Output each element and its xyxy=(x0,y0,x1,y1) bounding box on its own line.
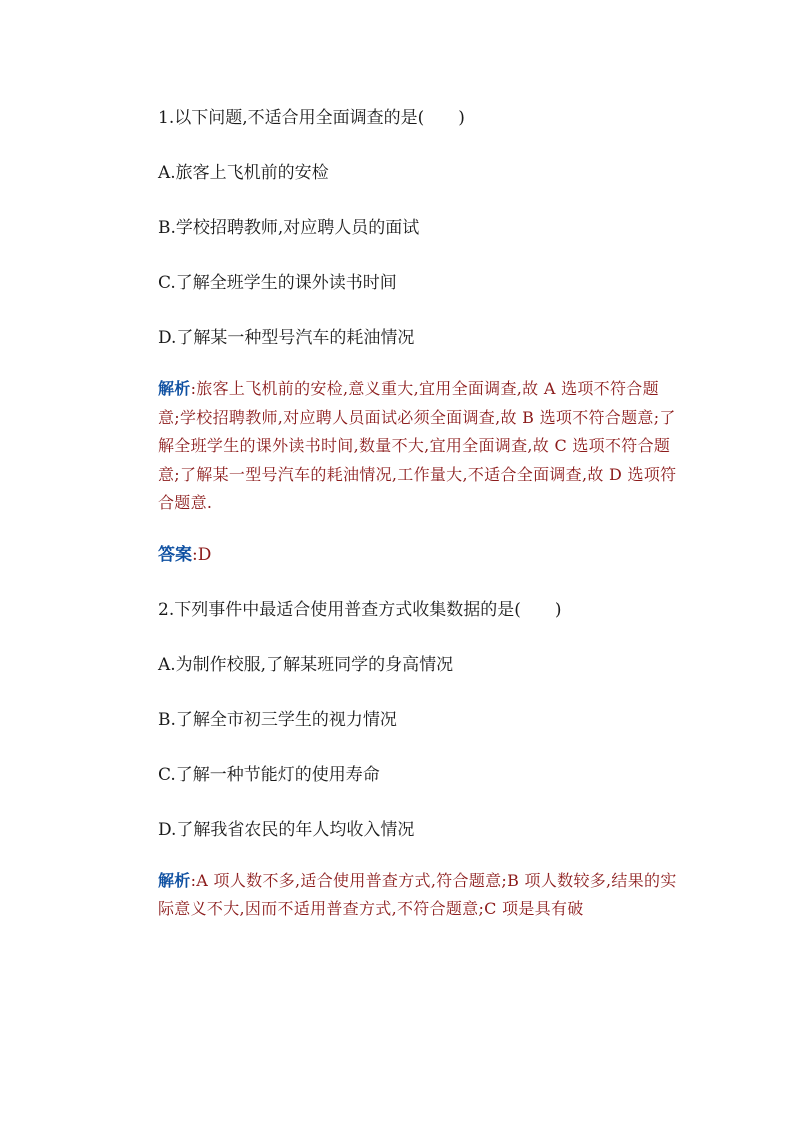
question-2-analysis xyxy=(158,867,678,924)
question-2-option-d: D.了解我省农民的年人均收入情况 xyxy=(158,819,415,840)
analysis-text: :旅客上飞机前的安检,意义重大,宜用全面调查,故 A 选项不符合题意;学校招聘教师,对应聘人员面试必须全面调查,故 B 选项不符合题意;了解全班学生的课外读书时间,数量不大,宜用全面调查,故 C 选项不符合题意;了解某一型号汽车的耗油情况,工作量大,不适合全面调查,故 D 选项符合题意. xyxy=(158,379,677,512)
document-content xyxy=(158,100,678,924)
question-2-option-c: C.了解一种节能灯的使用寿命 xyxy=(158,764,380,785)
analysis-text: :A 项人数不多,适合使用普查方式,符合题意;B 项人数较多,结果的实际意义不大,因而不适用普查方式,不符合题意;C 项是具有破 xyxy=(158,870,677,918)
answer-label: 答案 xyxy=(158,544,192,565)
question-1-analysis xyxy=(158,375,678,518)
question-2-stem: 2.下列事件中最适合使用普查方式收集数据的是( ) xyxy=(158,599,562,620)
question-1-answer xyxy=(158,537,678,573)
question-2-option-b: B.了解全市初三学生的视力情况 xyxy=(158,709,397,730)
question-1-option-d: D.了解某一种型号汽车的耗油情况 xyxy=(158,328,415,348)
analysis-label: 解析 xyxy=(158,379,191,398)
answer-text: :D xyxy=(192,544,212,565)
question-1-option-c: C.了解全班学生的课外读书时间 xyxy=(158,273,397,293)
analysis-label: 解析 xyxy=(158,870,191,890)
question-1-option-a: A.旅客上飞机前的安检 xyxy=(158,163,329,183)
question-2-option-a: A.为制作校服,了解某班同学的身高情况 xyxy=(158,654,454,675)
question-1-stem: 1.以下问题,不适合用全面调查的是( ) xyxy=(158,108,465,128)
question-1-option-b: B.学校招聘教师,对应聘人员的面试 xyxy=(158,218,420,238)
